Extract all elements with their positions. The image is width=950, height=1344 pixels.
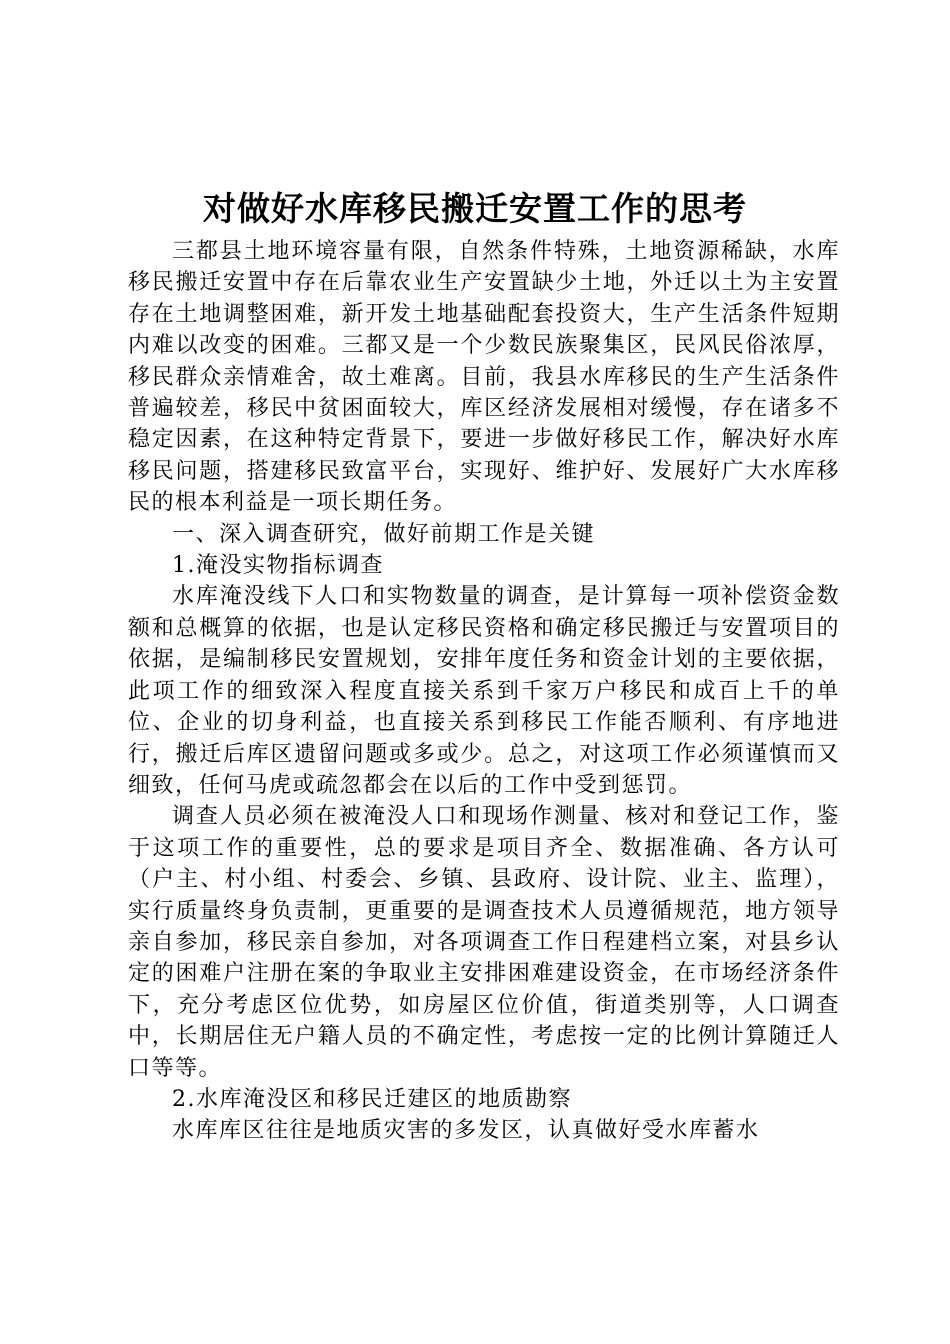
section-heading-1: 一、深入调查研究，做好前期工作是关键 [172, 521, 596, 547]
subsection-heading-2: 2.水库淹没区和移民迁建区的地质勘察 [172, 1086, 572, 1112]
paragraph-survey: 水库淹没线下人口和实物数量的调查，是计算每一项补偿资金数额和总概算的依据，也是认定移民资格和确定移民搬迁与安置项目的依据，是编制移民安置规划，安排年度任务和资金计划的主要依据，此项工作的细致深入程度直接关系到千家万户移民和成百上千的单位、企业的切身利益，也直接关系到移民工作能否顺利、有序地进行，搬迁后库区遗留问题或多或少。总之，对这项工作必须谨慎而又细致，任何马虎或疏忽都会在以后的工作中受到惩罚。 [128, 584, 840, 798]
paragraph-survey-requirements: 调查人员必须在被淹没人口和现场作测量、核对和登记工作，鉴于这项工作的重要性，总的要求是项目齐全、数据准确、各方认可（户主、村小组、村委会、乡镇、县政府、设计院、业主、监理），实行质量终身负责制，更重要的是调查技术人员遵循规范，地方领导亲自参加，移民亲自参加，对各项调查工作日程建档立案，对县乡认定的困难户注册在案的争取业主安排困难建设资金，在市场经济条件下，充分考虑区位优势，如房屋区位价值，街道类别等，人口调查中，长期居住无户籍人员的不确定性，考虑按一定的比例计算随迁人口等等。 [128, 804, 840, 1081]
document-body [128, 236, 840, 1147]
paragraph-geology: 水库库区往往是地质灾害的多发区，认真做好受水库蓄水 [172, 1118, 760, 1144]
subsection-heading-1: 1.淹没实物指标调查 [172, 553, 384, 579]
document-title: 对做好水库移民搬迁安置工作的思考 [203, 189, 747, 228]
paragraph-intro: 三都县土地环境容量有限，自然条件特殊，土地资源稀缺，水库移民搬迁安置中存在后靠农业生产安置缺少土地，外迁以土为主安置存在土地调整困难，新开发土地基础配套投资大，生产生活条件短期内难以改变的困难。三都又是一个少数民族聚集区，民风民俗浓厚，移民群众亲情难舍，故土难离。目前，我县水库移民的生产生活条件普遍较差，移民中贫困面较大，库区经济发展相对缓慢，存在诸多不稳定因素，在这种特定背景下，要进一步做好移民工作，解决好水库移民问题，搭建移民致富平台，实现好、维护好、发展好广大水库移民的根本利益是一项长期任务。 [128, 239, 840, 516]
